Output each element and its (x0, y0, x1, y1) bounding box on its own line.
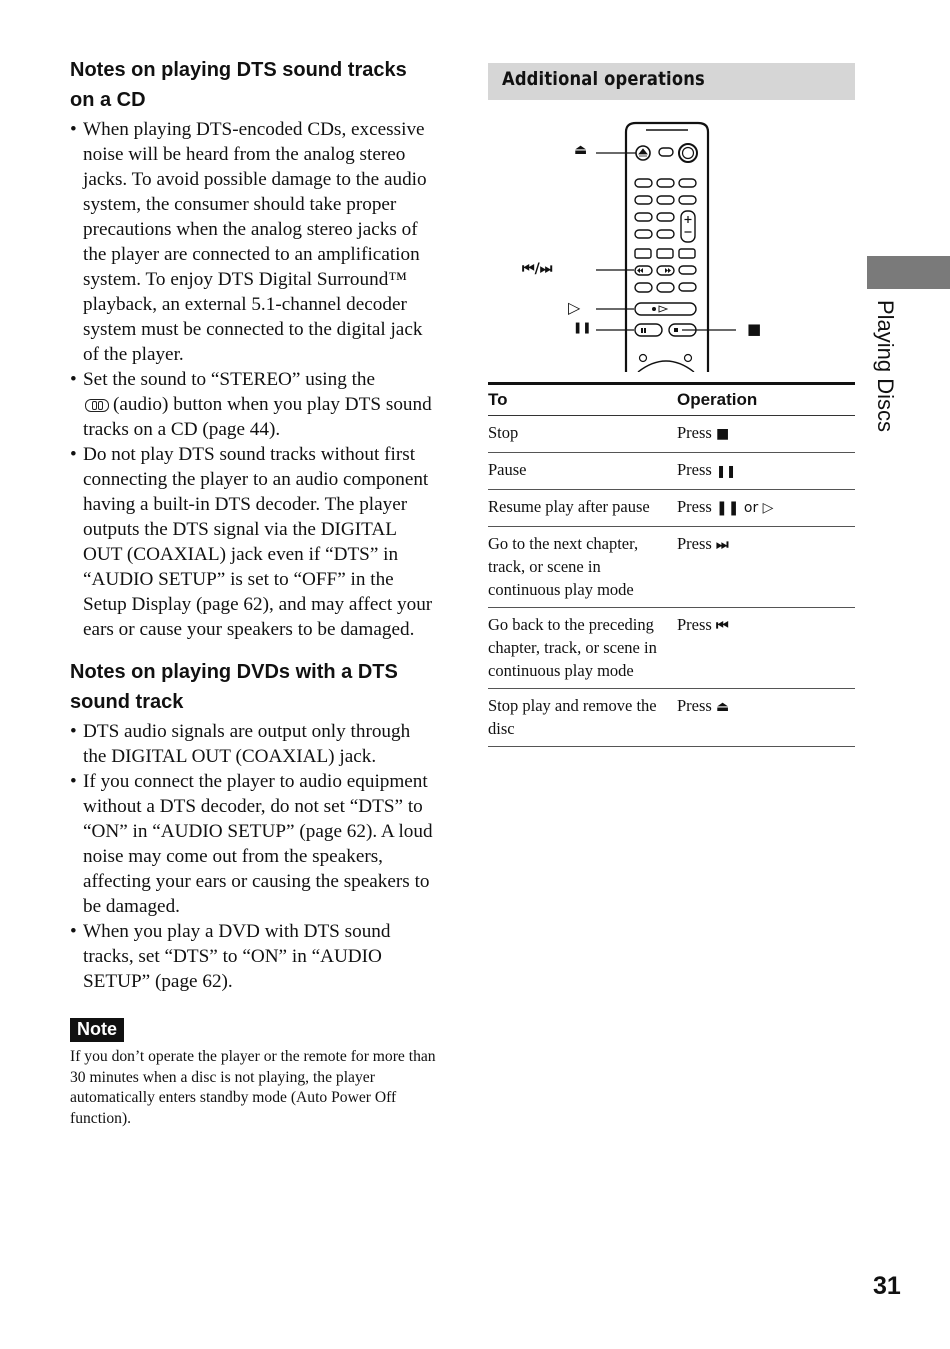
eject-icon: ⏏ (715, 699, 730, 715)
table-header-row (488, 384, 855, 416)
side-tab-text: Playing Discs (873, 300, 898, 433)
table-cell-operation (677, 490, 855, 527)
audio-button-icon (85, 399, 109, 412)
op-text: Press (677, 534, 712, 553)
table-row (488, 608, 855, 689)
table-cell-to: Stop play and remove the disc (488, 689, 677, 747)
table-cell-to: Stop (488, 416, 677, 453)
table-cell-operation (677, 527, 855, 608)
dts-dvd-heading: Notes on playing DVDs with a DTS sound track (70, 661, 398, 713)
op-text: Press (677, 615, 712, 634)
table-cell-to: Resume play after pause (488, 490, 677, 527)
bullet-text: (audio) button when you play DTS sound tracks on a CD (page 44). (83, 394, 432, 440)
column-header-operation: Operation (677, 384, 855, 416)
previous-icon: ⏮ (715, 618, 729, 634)
play-label: ▷ (568, 298, 581, 317)
stop-label: ■ (747, 320, 762, 338)
op-text: Press (677, 497, 712, 516)
stop-icon: ■ (715, 426, 730, 442)
dts-cd-notes-list (70, 117, 436, 642)
side-tab-label (872, 300, 902, 460)
column-header-to: To (488, 384, 677, 416)
dts-dvd-notes-list (70, 719, 436, 994)
section-title: Additional operations (502, 68, 705, 90)
op-text: Press (677, 460, 712, 479)
list-item: • When playing DTS-encoded CDs, excessive noise will be heard from the analog stereo jacks. To avoid possible damage to the audio system, the consumer should take proper precautions when the analog stereo jacks of the player are connected to an amplification system. To enjoy DTS Digital Surround™ playback, an external 5.1-channel decoder system must be connected to the digital jack of the player. (70, 117, 436, 367)
side-tab-marker (867, 256, 950, 289)
pause-icon: ❚❚ (715, 464, 737, 478)
table-cell-to: Go to the next chapter, track, or scene in continuous play mode (488, 527, 677, 608)
note-text: If you don’t operate the player or the remote for more than 30 minutes when a disc is not playing, the player automatically enters standby mode (Auto Power Off function). (70, 1048, 436, 1127)
table-cell-operation (677, 608, 855, 689)
table-row (488, 453, 855, 490)
pause-label: ❚❚ (573, 321, 592, 334)
page-number: 31 (873, 1272, 901, 1300)
table-row (488, 689, 855, 747)
bullet-text: Set the sound to “STEREO” using the (83, 369, 376, 390)
list-item: • When you play a DVD with DTS sound tracks, set “DTS” to “ON” in “AUDIO SETUP” (page 62). (70, 919, 436, 994)
table-cell-operation (677, 453, 855, 490)
table-cell-operation (677, 689, 855, 747)
table-row (488, 527, 855, 608)
op-text: Press (677, 696, 712, 715)
list-item: • DTS audio signals are output only through the DIGITAL OUT (COAXIAL) jack. (70, 719, 436, 769)
section-title-bar (488, 63, 855, 100)
table-cell-to: Pause (488, 453, 677, 490)
remote-control-icon (488, 118, 855, 372)
table-row (488, 416, 855, 453)
remote-illustration (488, 118, 855, 372)
left-column (70, 55, 436, 1129)
list-item: • Do not play DTS sound tracks without first connecting the player to an audio component having a built-in DTS decoder. The player outputs the DTS signal via the DIGITAL OUT (COAXIAL) jack even if “DTS” in “AUDIO SETUP” is set to “OFF” in the Setup Display (page 62), and may affect your ears or cause your speakers to be damaged. (70, 442, 436, 642)
list-item: • If you connect the player to audio equipment without a DTS decoder, do not set “DTS” to “ON” in “AUDIO SETUP” (page 62). A loud noise may come out from the speakers, affecting your ears or causing the speakers to be damaged. (70, 769, 436, 919)
operations-table (488, 382, 855, 747)
eject-label: ⏏ (574, 142, 588, 158)
next-icon: ⏭ (715, 537, 729, 553)
table-cell-operation (677, 416, 855, 453)
table-row (488, 490, 855, 527)
dts-cd-heading: Notes on playing DTS sound tracks on a CD (70, 59, 407, 111)
list-item (70, 367, 436, 442)
op-text: Press (677, 423, 712, 442)
table-cell-to: Go back to the preceding chapter, track, or scene in continuous play mode (488, 608, 677, 689)
pause-or-play-icon: ❚❚ or ▷ (715, 500, 774, 516)
note-tag: Note (70, 1018, 124, 1042)
prev-next-label: ⏮/⏭ (522, 261, 553, 277)
